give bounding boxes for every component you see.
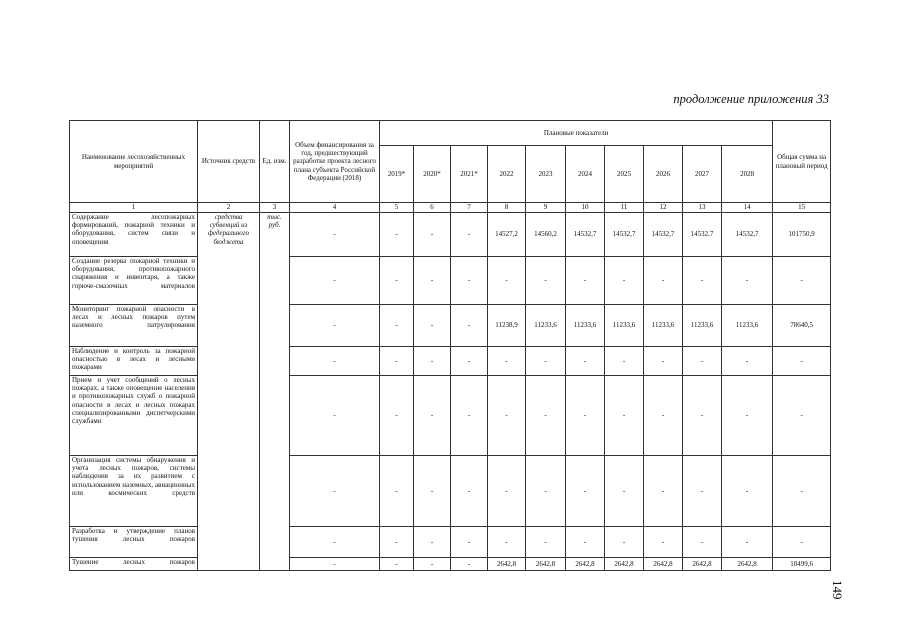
column-number: 7 (451, 203, 488, 213)
unit-of-measure: тыс. руб. (260, 213, 290, 571)
value-cell: 14532,7 (644, 213, 683, 257)
value-cell: - (290, 527, 380, 558)
column-number: 12 (644, 203, 683, 213)
column-number: 2 (198, 203, 260, 213)
value-cell: - (605, 456, 644, 527)
value-cell: - (644, 347, 683, 376)
value-cell: 14560,2 (526, 213, 566, 257)
value-cell: 14532,7 (605, 213, 644, 257)
value-cell: - (380, 558, 414, 571)
table-row (70, 456, 831, 527)
activity-name: Разработка и утверждение планов тушения лесных пожаров (70, 527, 198, 558)
value-cell: 78640,5 (773, 305, 831, 347)
header-year: 2019* (380, 146, 414, 203)
value-cell: - (644, 376, 683, 456)
header-name: Наименование лесохозяйственных мероприятий (70, 121, 198, 203)
header-year: 2027 (683, 146, 722, 203)
value-cell: - (380, 347, 414, 376)
column-number: 3 (260, 203, 290, 213)
planned-indicators-table (69, 120, 831, 571)
value-cell: - (683, 527, 722, 558)
value-cell: 11233,6 (644, 305, 683, 347)
value-cell: - (773, 347, 831, 376)
column-number: 8 (488, 203, 526, 213)
value-cell: - (605, 347, 644, 376)
value-cell: - (290, 456, 380, 527)
funding-source: средства субвенций из федерального бюджета (198, 213, 260, 571)
table-row (70, 376, 831, 456)
value-cell: - (526, 376, 566, 456)
value-cell: 11238,9 (488, 305, 526, 347)
column-number: 9 (526, 203, 566, 213)
value-cell: - (526, 456, 566, 527)
value-cell: - (644, 456, 683, 527)
value-cell: - (488, 456, 526, 527)
value-cell: - (451, 257, 488, 305)
value-cell: - (380, 456, 414, 527)
value-cell: 2642,8 (722, 558, 773, 571)
value-cell: - (526, 347, 566, 376)
value-cell: - (451, 376, 488, 456)
value-cell: 11233,6 (526, 305, 566, 347)
value-cell: - (380, 305, 414, 347)
value-cell: - (773, 257, 831, 305)
value-cell: - (722, 376, 773, 456)
header-note: продолжение приложения 33 (673, 92, 829, 106)
column-number: 15 (773, 203, 831, 213)
value-cell: - (414, 305, 451, 347)
value-cell: 101750,9 (773, 213, 831, 257)
value-cell: - (526, 527, 566, 558)
header-year: 2021* (451, 146, 488, 203)
value-cell: 14532,7 (722, 213, 773, 257)
column-number: 6 (414, 203, 451, 213)
value-cell: 14532,7 (683, 213, 722, 257)
value-cell: - (488, 257, 526, 305)
value-cell: - (414, 376, 451, 456)
value-cell: - (380, 257, 414, 305)
value-cell: - (451, 456, 488, 527)
value-cell: - (290, 257, 380, 305)
activity-name: Организация системы обнаружения и учета лесных пожаров, системы наблюдения за их развитием с использованием наземных, авиационных или космических средств (70, 456, 198, 527)
value-cell: 18499,6 (773, 558, 831, 571)
value-cell: 11233,6 (605, 305, 644, 347)
activity-name: Тушение лесных пожаров (70, 558, 198, 571)
value-cell: - (722, 257, 773, 305)
value-cell: - (773, 376, 831, 456)
value-cell: 2642,8 (683, 558, 722, 571)
value-cell: - (773, 527, 831, 558)
value-cell: - (566, 347, 605, 376)
column-number: 14 (722, 203, 773, 213)
value-cell: - (722, 527, 773, 558)
value-cell: - (526, 257, 566, 305)
header-year: 2022 (488, 146, 526, 203)
value-cell: - (290, 558, 380, 571)
activity-name: Наблюдение и контроль за пожарной опасностью в лесах и лесными пожарами (70, 347, 198, 376)
value-cell: - (451, 558, 488, 571)
value-cell: - (451, 305, 488, 347)
column-number: 1 (70, 203, 198, 213)
value-cell: - (414, 527, 451, 558)
value-cell: 2642,8 (526, 558, 566, 571)
table-row (70, 347, 831, 376)
value-cell: - (380, 213, 414, 257)
header-year: 2028 (722, 146, 773, 203)
value-cell: - (451, 527, 488, 558)
value-cell: - (644, 257, 683, 305)
column-number: 4 (290, 203, 380, 213)
value-cell: 11233,6 (683, 305, 722, 347)
header-year: 2023 (526, 146, 566, 203)
header-year: 2026 (644, 146, 683, 203)
table-row (70, 213, 831, 257)
value-cell: - (605, 527, 644, 558)
value-cell: - (488, 527, 526, 558)
header-year: 2020* (414, 146, 451, 203)
value-cell: - (380, 376, 414, 456)
table-row (70, 527, 831, 558)
value-cell: - (566, 456, 605, 527)
value-cell: 2642,8 (488, 558, 526, 571)
value-cell: - (414, 213, 451, 257)
value-cell: - (414, 347, 451, 376)
value-cell: - (644, 527, 683, 558)
value-cell: - (566, 257, 605, 305)
value-cell: 2642,8 (566, 558, 605, 571)
header-total: Общая сумма на плановый период (773, 121, 831, 203)
header-source: Источник средств (198, 121, 260, 203)
value-cell: - (290, 376, 380, 456)
header-unit: Ед. изм. (260, 121, 290, 203)
column-number: 11 (605, 203, 644, 213)
table-row (70, 257, 831, 305)
value-cell: 14532,7 (566, 213, 605, 257)
value-cell: - (414, 456, 451, 527)
value-cell: - (566, 527, 605, 558)
column-number: 10 (566, 203, 605, 213)
value-cell: - (605, 376, 644, 456)
header-planned-indicators: Плановые показатели (380, 121, 773, 146)
activity-name: Прием и учет сообщений о лесных пожарах, а также оповещение населения и противопожарных служб о пожарной опасности в лесах и лесных пожарах специализированными диспетчерскими службами (70, 376, 198, 456)
table-row (70, 558, 831, 571)
activity-name: Мониторинг пожарной опасности в лесах и лесных пожаров путем наземного патрулирования (70, 305, 198, 347)
header-year: 2025 (605, 146, 644, 203)
value-cell: - (290, 347, 380, 376)
value-cell: - (290, 213, 380, 257)
table-row (70, 305, 831, 347)
value-cell: 2642,8 (605, 558, 644, 571)
value-cell: 11233,6 (722, 305, 773, 347)
value-cell: - (683, 376, 722, 456)
value-cell: - (566, 376, 605, 456)
value-cell: 11233,6 (566, 305, 605, 347)
column-number: 5 (380, 203, 414, 213)
column-numbers-row (70, 203, 831, 213)
value-cell: - (451, 347, 488, 376)
value-cell: - (380, 527, 414, 558)
column-number: 13 (683, 203, 722, 213)
value-cell: - (414, 558, 451, 571)
value-cell: - (488, 376, 526, 456)
value-cell: - (683, 456, 722, 527)
activity-name: Создание резерва пожарной техники и оборудования, противопожарного снаряжения и инвентаря, а также горюче-смазочных материалов (70, 257, 198, 305)
value-cell: - (722, 456, 773, 527)
value-cell: 14527,2 (488, 213, 526, 257)
value-cell: - (605, 257, 644, 305)
value-cell: - (414, 257, 451, 305)
value-cell: 2642,8 (644, 558, 683, 571)
header-year: 2024 (566, 146, 605, 203)
activity-name: Содержание лесопожарных формирований, пожарной техники и оборудования, систем связи и оповещения (70, 213, 198, 257)
value-cell: - (290, 305, 380, 347)
header-prior-volume: Объем финансирования за год, предшествующий разработке проекта лесного плана субъекта Российской Федерации (2018) (290, 121, 380, 203)
value-cell: - (451, 213, 488, 257)
value-cell: - (722, 347, 773, 376)
page-number: 149 (830, 580, 845, 600)
value-cell: - (488, 347, 526, 376)
value-cell: - (683, 257, 722, 305)
value-cell: - (683, 347, 722, 376)
value-cell: - (773, 456, 831, 527)
